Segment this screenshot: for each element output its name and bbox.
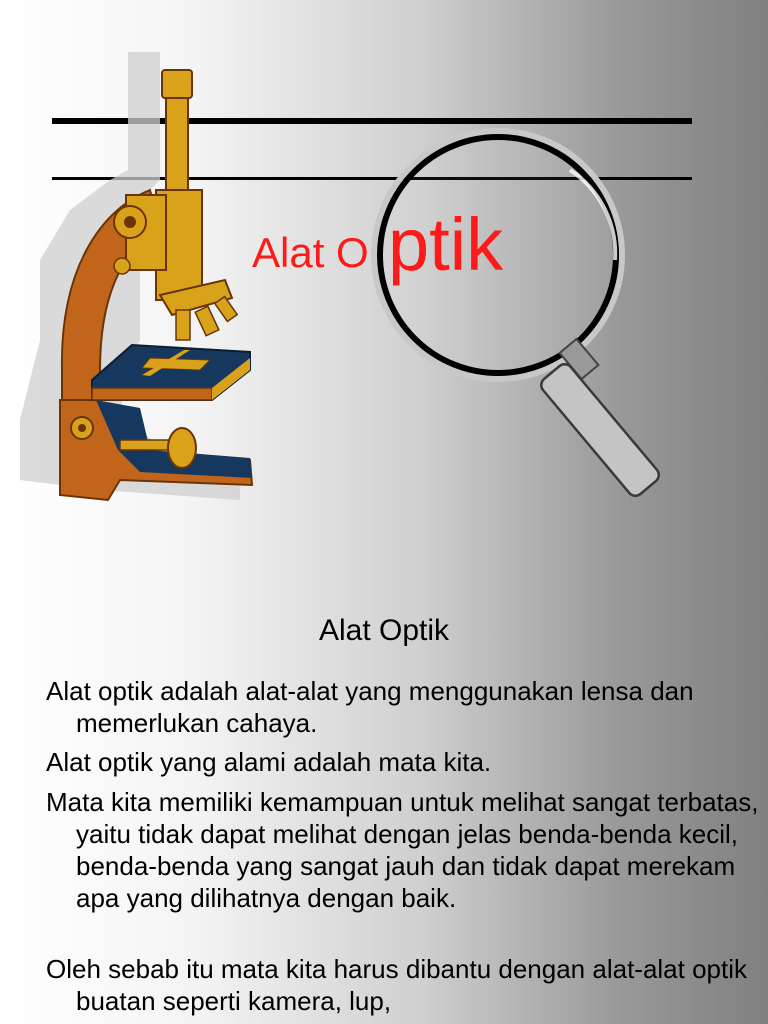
microscope-icon — [0, 40, 280, 540]
notes-paragraph: Alat optik yang alami adalah mata kita. — [46, 747, 492, 777]
notes-title: Alat Optik — [318, 614, 450, 647]
magnifying-glass-icon — [360, 120, 720, 510]
notes-paragraph: Oleh sebab itu mata kita harus dibantu dengan alat-alat optik buatan seperti kamera, lup, — [46, 954, 748, 1016]
notes-paragraph: Mata kita memiliki kemampuan untuk melihat sangat terbatas, yaitu tidak dapat melihat dengan jelas benda-benda kecil, benda-benda yang sangat jauh dan tidak dapat merekam apa yang dilihatnya dengan baik. — [46, 787, 759, 913]
slide-title-part1: Alat O — [252, 229, 369, 276]
notes-paragraph: Alat optik adalah alat-alat yang menggunakan lensa dan memerlukan cahaya. — [46, 676, 694, 738]
slide-title-part2: ptik — [388, 203, 504, 286]
